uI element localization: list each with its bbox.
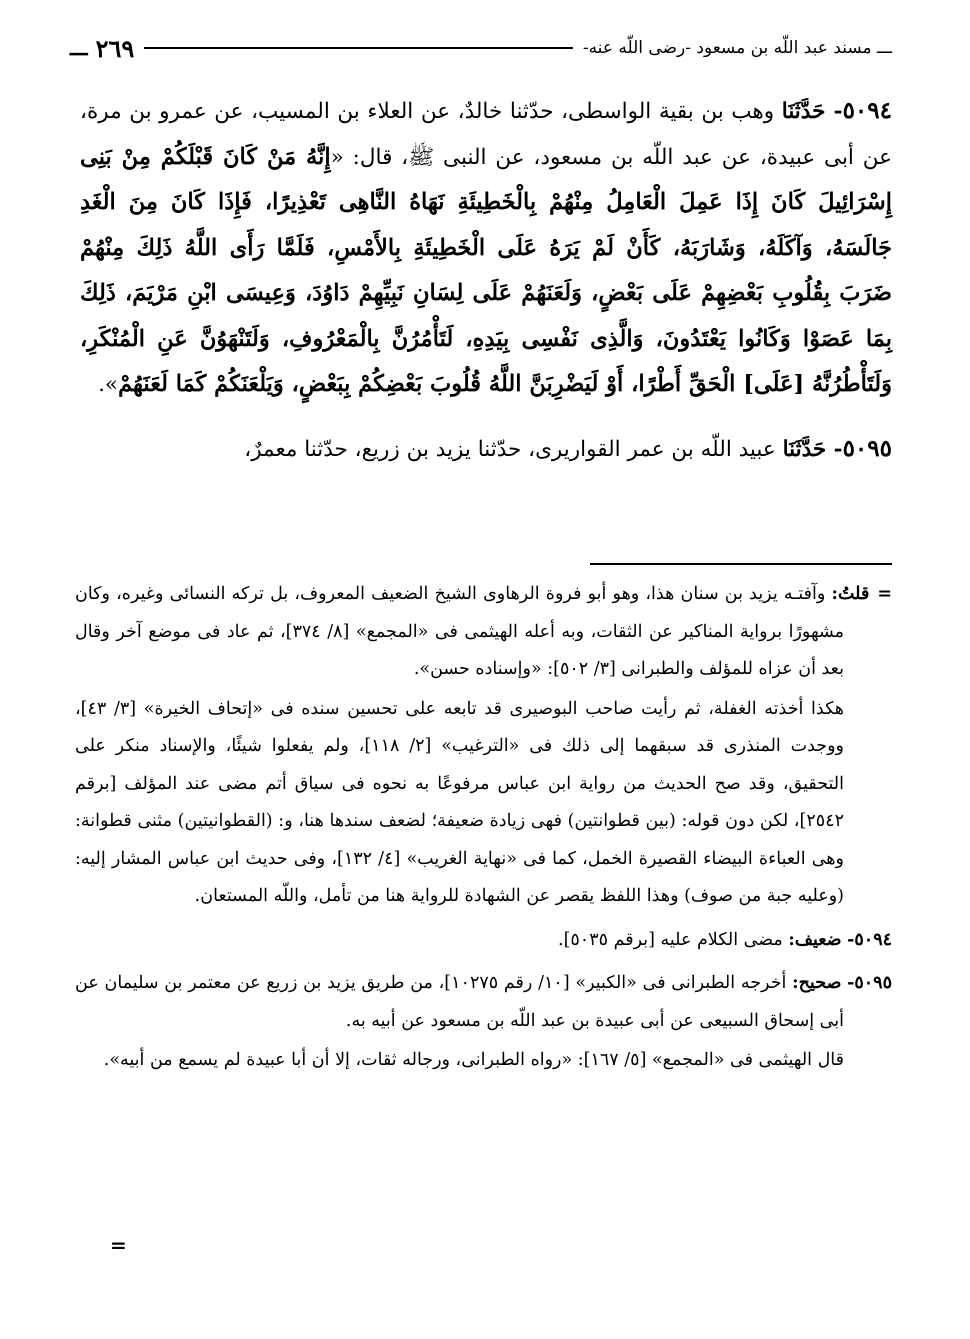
header-rule xyxy=(144,47,573,49)
header-dash: ـــ xyxy=(70,36,88,60)
note-grade: ضعيف: xyxy=(788,929,842,950)
hadith-isnad: عبيد اللّه بن عمر القواريرى، حدّثنا يزيد بن زريع، حدّثنا معمرٌ، xyxy=(244,436,776,462)
hadith-5095 xyxy=(80,426,892,473)
hadith-matn: إِنَّهُ مَنْ كَانَ قَبْلَكُمْ مِنْ بَنِى إِسْرَائِيلَ كَانَ إِذَا عَمِلَ الْعَامِلُ مِنْهُمْ بِالْخَطِيئَةِ نَهَاهُ النَّاهِى تَعْذِيرًا، فَإِذَا كَانَ مِنَ الْغَدِ جَالَسَهُ، وَآكَلَهُ، وَشَارَبَهُ، كَأَنْ لَمْ يَرَهُ عَلَى الْخَطِيئَةِ بِالأَمْسِ، فَلَمَّا رَأَى اللَّهُ ذَلِكَ مِنْهُمْ ضَرَبَ بِقُلُوبِ بَعْضِهِمْ عَلَى بَعْضٍ، وَلَعَنَهُمْ عَلَى لِسَانِ نَبِيِّهِمْ دَاوُدَ، وَعِيسَى ابْنِ مَرْيَمَ، ذَلِكَ بِمَا عَصَوْا وَكَانُوا يَعْتَدُونَ، وَالَّذِى نَفْسِى بِيَدِهِ، لَتَأْمُرُنَّ بِالْمَعْرُوفِ، وَلَتَنْهَوُنَّ عَنِ الْمُنْكَرِ، وَلَتَأْطُرُنَّهُ [عَلَى] الْحَقِّ أَطْرًا، أَوْ لَيَضْرِبَنَّ اللَّهُ قُلُوبَ بَعْضِكُمْ بِبَعْضٍ، وَيَلْعَنَكُمْ كَمَا لَعَنَهُمْ xyxy=(80,143,892,397)
main-text xyxy=(80,88,892,472)
running-header xyxy=(70,30,892,66)
hadith-number: ٥٠٩٤ xyxy=(842,97,892,124)
note-number: ٥٠٩٥- xyxy=(847,973,892,993)
note-5095 xyxy=(75,965,892,1040)
note-paragraph: قال الهيثمى فى «المجمع» [٥/ ١٦٧]: «رواه الطبرانى، ورجاله ثقات، إلا أن أبا عبيدة لم يسمع من أبيه». xyxy=(103,1050,844,1070)
note-text: أخرجه الطبرانى فى «الكبير» [١٠/ رقم ١٠٢٧٥]، من طريق يزيد بن زريع عن معتمر بن سليمان عن أبى إسحاق السبيعى عن أبى عبيدة بن عبد اللّه بن مسعود عن أبيه به. xyxy=(75,973,844,1031)
continuation-mark: = xyxy=(110,1233,127,1257)
note-paragraph: هكذا أخذته الغفلة، ثم رأيت صاحب البوصيرى قد تابعه على تحسين سنده فى «إتحاف الخيرة» [٣/ ٤٣]، ووجدت المنذرى قد سبقهما إلى ذلك فى «الترغيب» [٢/ ١١٨]، ولم يفعلوا شيئًا، والإسناد منكر على التحقيق، وقد صح الحديث من رواية ابن عباس مرفوعًا به نحوه فى سياق أتم مضى عند المؤلف [برقم ٢٥٤٢]، لكن دون قوله: (بين قطوانتين) فهى زيادة ضعيفة؛ لضعف سندها هنا، و: (القطوانيتين) مثنى قطوانة: وهى العباءة البيضاء القصيرة الخمل، كما فى «نهاية الغريب» [٤/ ١٣٢]، وفى حديث ابن عباس المشار إليه: (وعليه جبة من صوف) وهذا اللفظ يقصر عن الشهادة للرواية هنا من تأمل، واللّه المستعان. xyxy=(75,698,845,906)
note-text: وآفتـه يزيد بن سنان هذا، وهو أبو فروة الرهاوى الشيخ الضعيف المعروف، بل تركه النسائى وغيره، وكان مشهورًا برواية المناكير عن الثقات، وبه أعله الهيثمى فى «المجمع» [٨/ ٣٧٤]، ثم عاد فى موضع آخر وقال بعد أن عزاه للمؤلف والطبرانى [٣/ ٥٠٢]: «وإسناده حسن». xyxy=(75,584,844,679)
hadith-closing: ». xyxy=(98,372,119,397)
note-grade: صحيح: xyxy=(792,973,842,993)
haddathana-label: - حَدَّثَنَا xyxy=(781,99,843,124)
page-number: ٢٦٩ xyxy=(95,33,135,63)
footnote-divider xyxy=(590,563,892,565)
note-keyword: قلتُ: xyxy=(831,584,870,604)
note-text: مضى الكلام عليه [برقم ٥٠٣٥]. xyxy=(558,929,783,950)
hadith-5094 xyxy=(80,88,892,408)
haddathana-label: - حَدَّثَنَا xyxy=(782,436,843,462)
running-title: ـــ مسند عبد اللّه بن مسعود -رضى اللّه عنه- xyxy=(582,38,892,58)
footnotes xyxy=(75,576,892,1082)
continuation-mark: = xyxy=(877,584,892,604)
note-continuation xyxy=(75,576,892,689)
note-5094 xyxy=(75,922,892,960)
note-number: ٥٠٩٤- xyxy=(847,929,892,950)
hadith-isnad: وهب بن بقية الواسطى، حدّثنا خالدٌ، عن العلاء بن المسيب، عن عمرو بن مرة، عن أبى عبيدة، عن عبد اللّه بن مسعود، عن النبى ﷺ، قال: « xyxy=(80,99,892,170)
hadith-number: ٥٠٩٥ xyxy=(842,434,892,462)
